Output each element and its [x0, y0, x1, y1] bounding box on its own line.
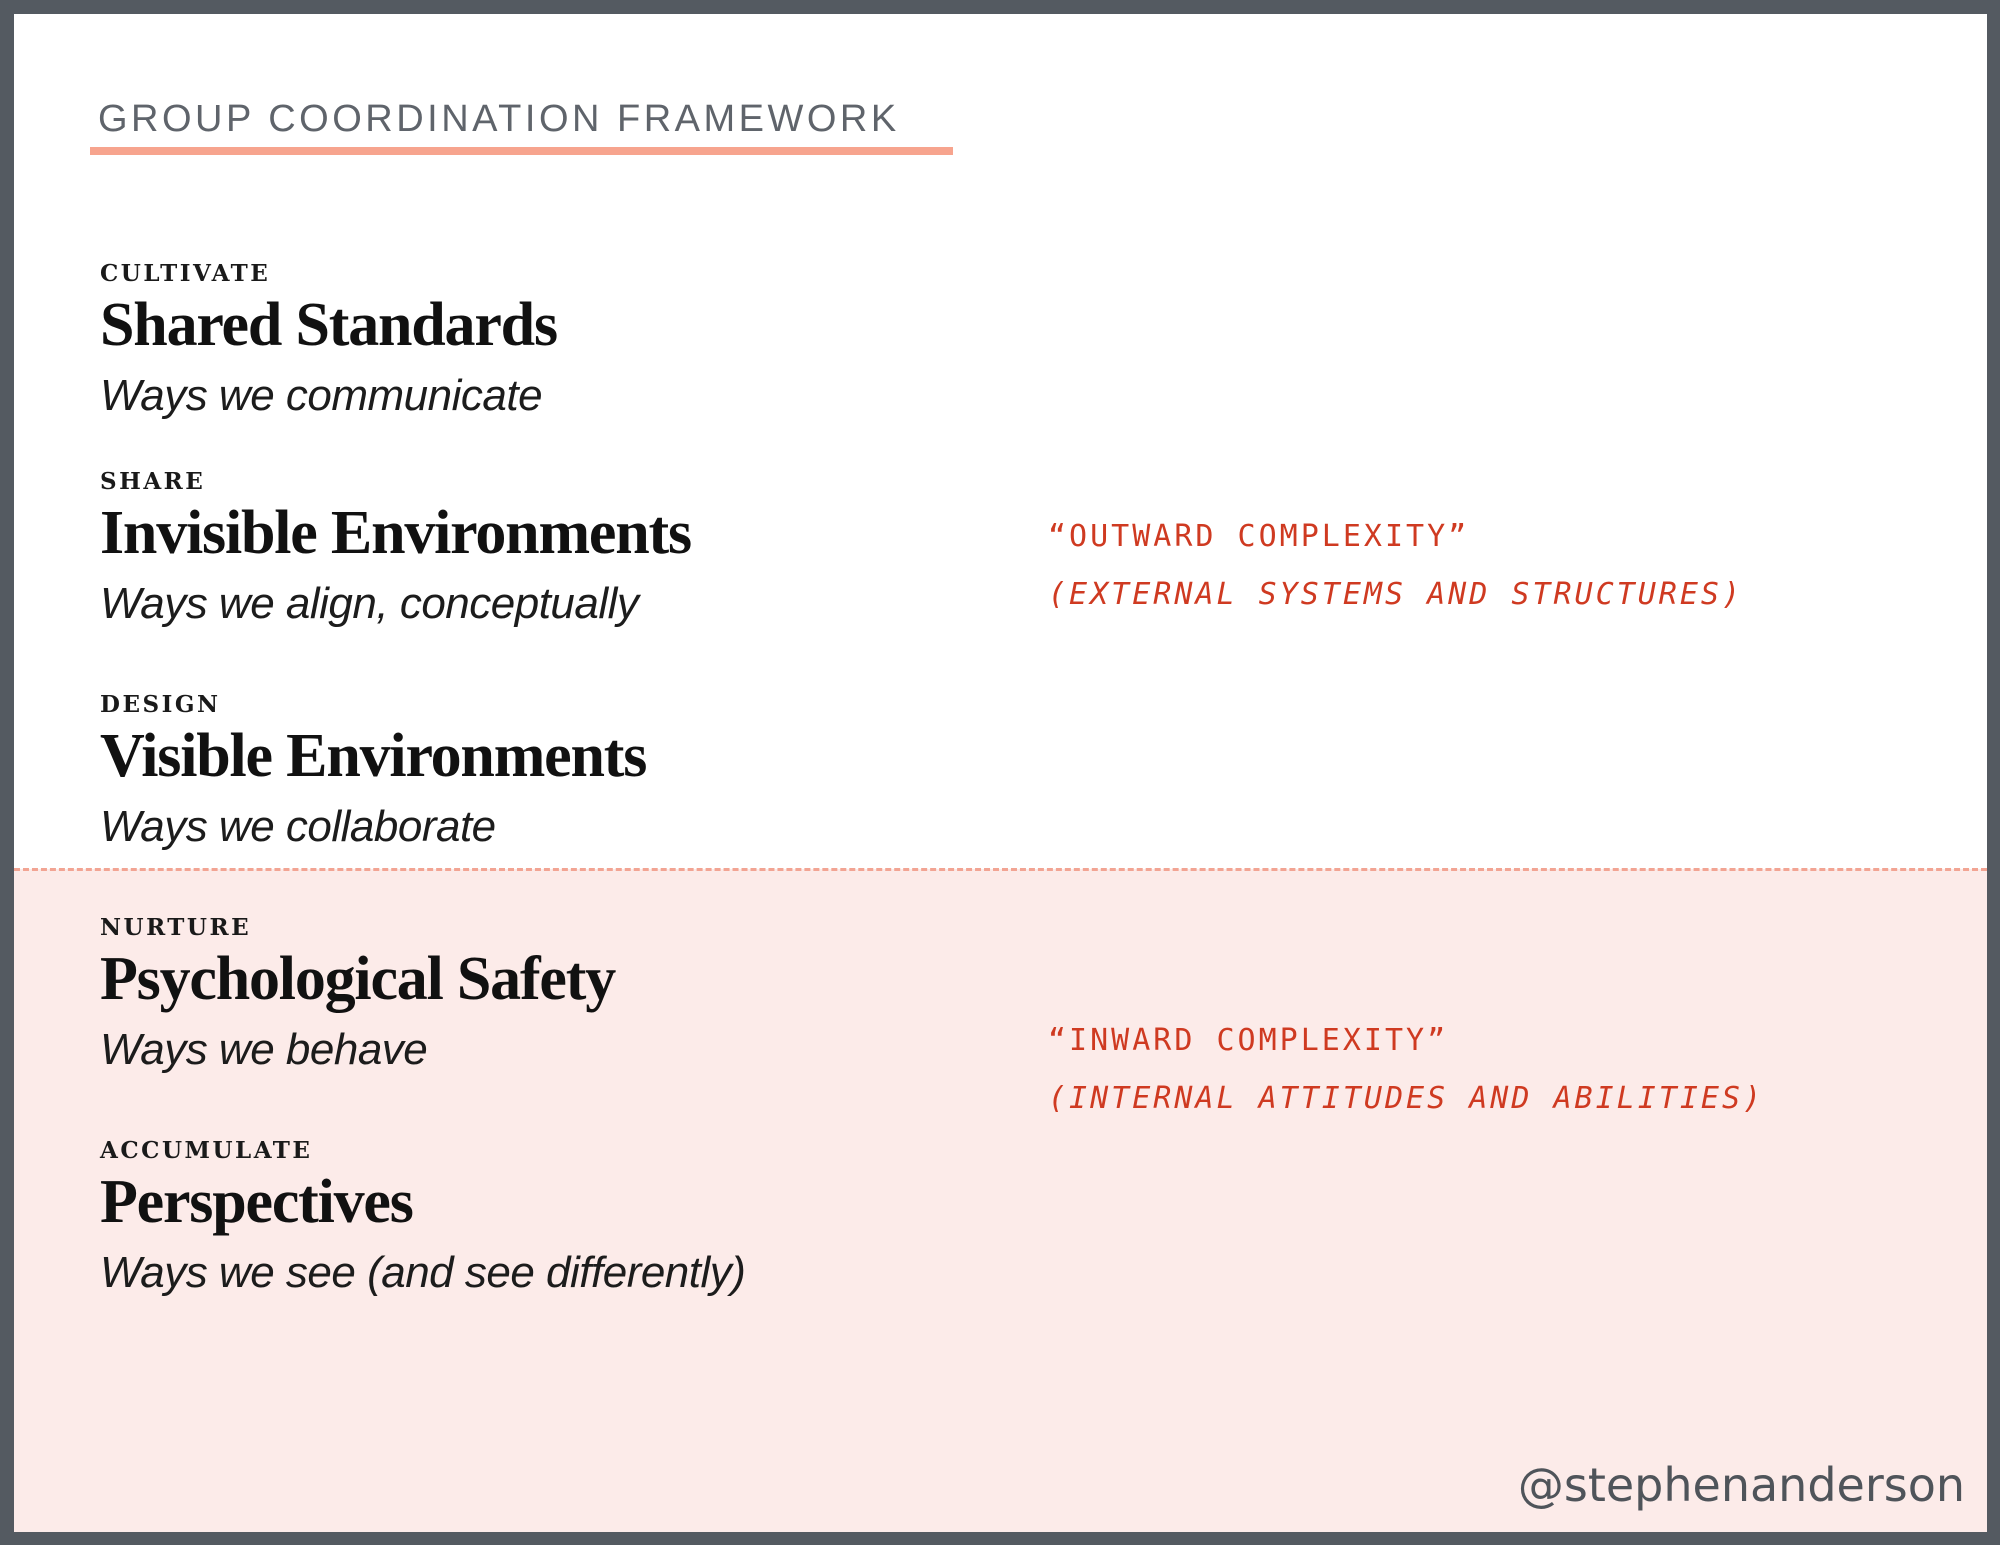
slide: [14, 14, 1987, 1532]
note-label: “INWARD COMPLEXITY”: [1048, 1023, 1449, 1058]
author-credit: @stephenanderson: [1517, 1458, 1965, 1512]
item-heading: Invisible Environments: [100, 499, 691, 567]
note-detail: (INTERNAL ATTITUDES AND ABILITIES): [1048, 1081, 1765, 1116]
item-verb: SHARE: [100, 468, 206, 495]
inward-complexity-note: [1048, 1023, 1764, 1117]
item-subtitle: Ways we align, conceptually: [100, 579, 639, 628]
item-verb: CULTIVATE: [100, 260, 271, 287]
item-verb: DESIGN: [100, 691, 221, 718]
item-verb: NURTURE: [100, 914, 252, 941]
item-heading: Visible Environments: [100, 722, 647, 790]
item-heading: Psychological Safety: [100, 945, 615, 1013]
note-label: “OUTWARD COMPLEXITY”: [1048, 519, 1470, 554]
item-subtitle: Ways we collaborate: [100, 802, 496, 851]
item-subtitle: Ways we behave: [100, 1025, 428, 1074]
item-heading: Perspectives: [100, 1168, 413, 1236]
page-title: GROUP COORDINATION FRAMEWORK: [98, 98, 900, 140]
item-verb: ACCUMULATE: [100, 1137, 313, 1164]
item-heading: Shared Standards: [100, 291, 557, 359]
framework-item-visible-environments: [100, 692, 646, 852]
note-detail: (EXTERNAL SYSTEMS AND STRUCTURES): [1048, 577, 1744, 612]
title-underline: [90, 147, 953, 155]
dashed-divider: [14, 868, 1987, 871]
framework-item-perspectives: [100, 1138, 745, 1298]
item-subtitle: Ways we communicate: [100, 371, 543, 420]
framework-item-psychological-safety: [100, 915, 615, 1075]
outward-complexity-note: [1048, 519, 1743, 613]
item-subtitle: Ways we see (and see differently): [100, 1248, 746, 1297]
framework-item-invisible-environments: [100, 469, 691, 629]
framework-item-shared-standards: [100, 261, 557, 421]
